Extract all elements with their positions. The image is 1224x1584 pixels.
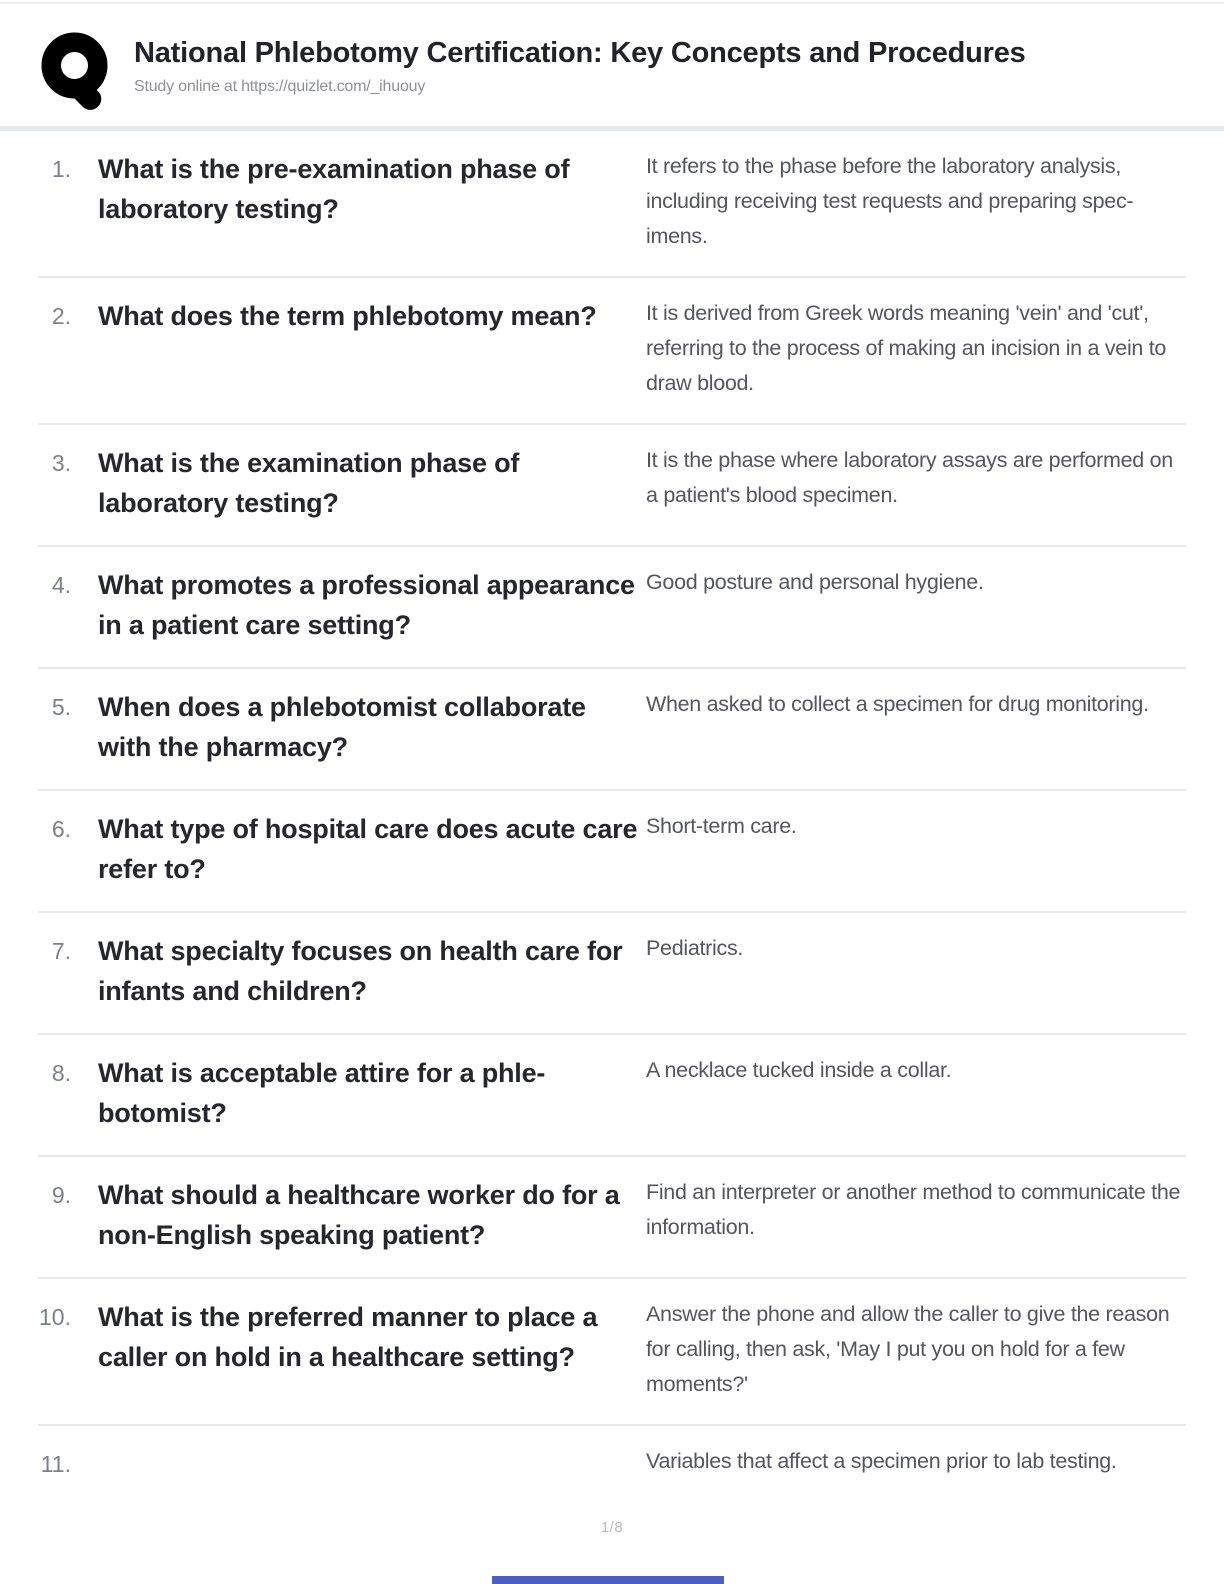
study-online-url: Study online at https://quizlet.com/_ihuouy (134, 77, 426, 95)
card-answer: It is derived from Greek words meaning 'vein' and 'cut', referring to the process of making an incision in a vein to draw blood. (646, 301, 1167, 395)
card-number: 5. (51, 694, 71, 720)
quizlet-logo-icon (40, 30, 118, 110)
card-number: 11. (40, 1451, 71, 1477)
card-number: 9. (51, 1182, 71, 1208)
card-answer: When asked to collect a specimen for drug monitoring. (646, 692, 1149, 716)
card-number: 6. (51, 816, 71, 842)
card-question: What is the examination phase of laboratory testing? (98, 448, 520, 518)
card-question: What is the pre-examination phase of laboratory testing? (98, 154, 570, 224)
card-answer: Variables that affect a specimen prior to lab testing. (646, 1449, 1117, 1473)
card-question: What is the preferred manner to place a caller on hold in a healthcare setting? (98, 1302, 598, 1372)
card-question: What promotes a professional appearance in a patient care setting? (98, 570, 635, 640)
card-answer: It is the phase where laboratory assays are performed on a patient's blood specimen. (646, 448, 1173, 507)
flashcard-list (38, 131, 1186, 1506)
card-answer: Pediatrics. (646, 936, 744, 960)
card-number: 3. (51, 450, 71, 476)
bottom-accent-bar (492, 1576, 724, 1584)
card-number: 2. (51, 303, 71, 329)
flashcard-row (38, 131, 1186, 278)
card-answer: A necklace tucked inside a collar. (646, 1058, 952, 1082)
card-question: What is acceptable attire for a phlebotomist? (98, 1058, 546, 1128)
card-question: What should a healthcare worker do for a non-English speaking patient? (98, 1180, 620, 1250)
header-text (134, 30, 1026, 96)
card-number: 7. (51, 938, 71, 964)
page-top-edge (0, 2, 1224, 4)
page-title: National Phlebotomy Certification: Key Concepts and Procedures (134, 37, 1026, 69)
flashcard-row (38, 278, 1186, 425)
card-question: When does a phlebotomist collaborate with the pharmacy? (98, 692, 586, 762)
card-answer: Short-term care. (646, 814, 797, 838)
card-answer: Good posture and personal hygiene. (646, 570, 984, 594)
card-answer: Find an interpreter or another method to communicate the information. (646, 1180, 1181, 1239)
card-number: 8. (51, 1060, 71, 1086)
flashcard-row (38, 913, 1186, 1035)
card-question: What type of hospital care does acute care refer to? (98, 814, 638, 884)
flashcard-row (38, 547, 1186, 669)
flashcard-row (38, 1035, 1186, 1157)
card-question (98, 1444, 646, 1484)
card-number: 1. (51, 156, 71, 182)
page-indicator: 1/8 (600, 1519, 624, 1536)
card-number: 10. (39, 1304, 71, 1330)
card-answer: Answer the phone and allow the caller to give the reason for calling, then ask, 'May I put you on hold for a few moments?' (646, 1302, 1170, 1396)
flashcard-row (38, 669, 1186, 791)
card-question: What specialty focuses on health care for infants and children? (98, 936, 623, 1006)
flashcard-row (38, 791, 1186, 913)
flashcard-row (38, 1426, 1186, 1506)
card-question: What does the term phlebotomy mean? (98, 301, 597, 331)
flashcard-row (38, 1157, 1186, 1279)
flashcard-row (38, 1279, 1186, 1426)
flashcard-row (38, 425, 1186, 547)
card-answer: It refers to the phase before the laboratory analysis, including receiving test requests and preparing specimens. (646, 154, 1134, 248)
header (0, 0, 1224, 110)
card-number: 4. (51, 572, 71, 598)
